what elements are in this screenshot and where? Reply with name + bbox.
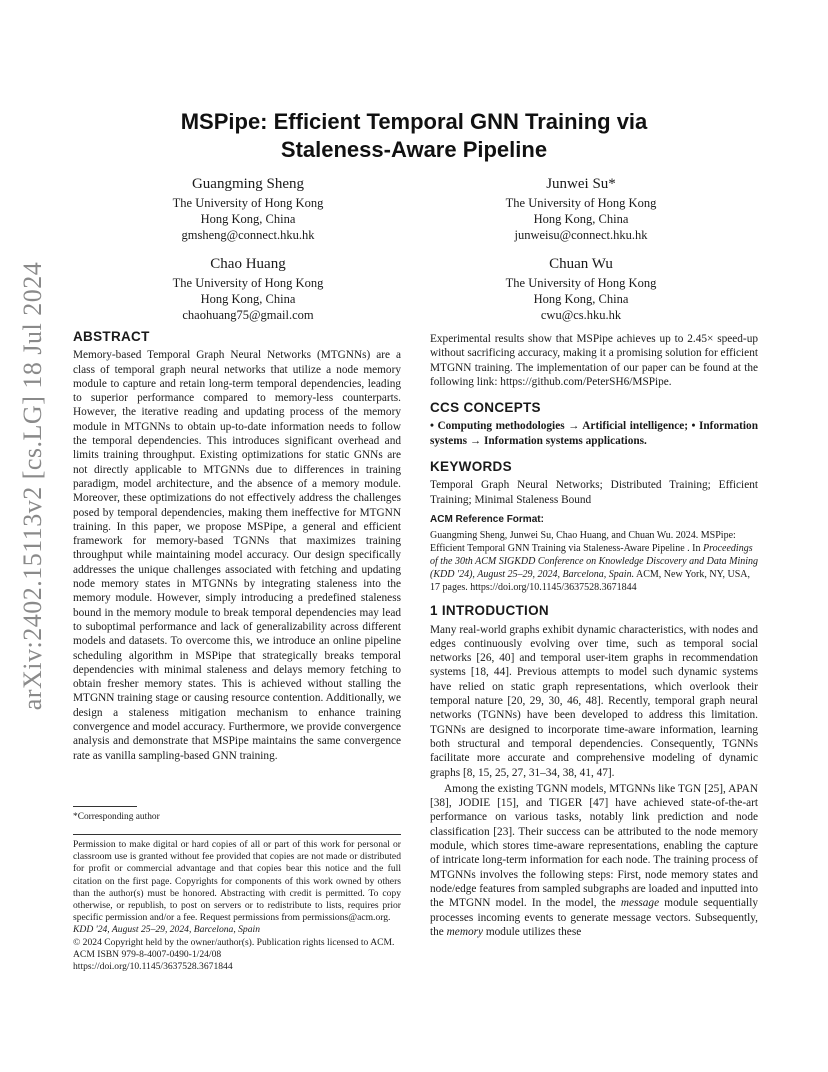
- paper-title: [60, 108, 768, 164]
- author-email: chaohuang75@gmail.com: [182, 308, 314, 322]
- author-email: junweisu@connect.hku.hk: [514, 228, 648, 242]
- introduction-paragraph-2: [430, 782, 758, 939]
- author-name: Junwei Su*: [546, 176, 616, 192]
- author-location: Hong Kong, China: [533, 212, 629, 226]
- arxiv-identifier: arXiv:2402.15113v2 [cs.LG] 18 Jul 2024: [18, 261, 47, 711]
- author-block-4: [461, 254, 701, 323]
- permission-text: Permission to make digital or hard copies of all or part of this work for personal or classroom use is granted without fee provided that copies are not made or distributed for profit or commercial advantage and that copies bear this notice and the full citation on the first page. Copyrights for components of this work owned by others than the author(s) must be honored. Abstracting with credit is permitted. To copy otherwise, or republish, to post on servers or to redistribute to lists, requires prior specific permission and/or a fee. Request permissions from permissions@acm.org.: [73, 839, 401, 924]
- keywords-text: Temporal Graph Neural Networks; Distributed Training; Efficient Training; Minimal Staleness Bound: [430, 479, 758, 506]
- author-block-3: [128, 254, 368, 323]
- author-name: Chuan Wu: [549, 256, 613, 272]
- reference-proceedings: Proceedings of the 30th ACM SIGKDD Conference on Knowledge Discovery and Data Mining (KDD '24), August 25–29, 2024, Barcelona, Spain.: [430, 543, 759, 581]
- reference-format-text: [430, 529, 758, 594]
- keywords-heading: KEYWORDS: [430, 459, 512, 475]
- author-name: Chao Huang: [210, 256, 286, 272]
- corresponding-author-footnote: *Corresponding author: [73, 812, 160, 822]
- intro-p2-message: message: [620, 897, 660, 910]
- author-affiliation: The University of Hong Kong: [172, 196, 324, 210]
- abstract-text: Memory-based Temporal Graph Neural Networks (MTGNNs) are a class of temporal graph neural networks that utilize a node memory module to capture and retain long-term temporal dependencies, leading to superior performance compared to memory-less counterparts. However, the iterative reading and updating process of the memory module in MTGNNs to obtain up-to-date information needs to follow the temporal dependencies. This introduces significant overhead and limits training throughput. Existing optimizations for static GNNs are not directly applicable to MTGNNs due to differences in training paradigm, model architecture, and the absence of a memory module. Moreover, these optimizations do not effectively address the challenges posed by temporal dependencies, making them ineffective for MTGNN training. In this paper, we propose MSPipe, a general and efficient framework for memory-based TGNNs that maximizes training throughput while maintaining model accuracy. Our design specifically addresses the unique challenges associated with fetching and updating node memory states in MTGNNs by integrating staleness into the memory module. However, simply introducing a predefined staleness bound in the memory module to break temporal dependencies may lead to suboptimal performance and lack of generalizability across different models and datasets. To overcome this, we introduce an online pipeline scheduling algorithm in MSPipe that strategically breaks temporal dependencies with minimal staleness and delays memory fetching to obtain fresher memory states. This is achieved without stalling the MTGNN training stage or causing resource contention. Additionally, we design a staleness mitigation mechanism to enhance training convergence and model accuracy. Furthermore, we provide convergence analysis and demonstrate that MSPipe maintains the same convergence rate as vanilla sampling-based GNN training.: [73, 349, 401, 762]
- right-column: [430, 332, 758, 939]
- permission-rule: [73, 834, 401, 835]
- author-name: Guangming Sheng: [191, 176, 305, 192]
- footnote-rule: [73, 806, 137, 807]
- reference-publisher: ACM, New York, NY, USA, 17 pages. https://doi.org/10.1145/3637528.3671844: [430, 569, 751, 594]
- ccs-heading: CCS CONCEPTS: [430, 400, 541, 416]
- doi-line: https://doi.org/10.1145/3637528.3671844: [73, 961, 233, 973]
- author-location: Hong Kong, China: [533, 292, 629, 306]
- author-affiliation: The University of Hong Kong: [505, 276, 657, 290]
- isbn-line: ACM ISBN 979-8-4007-0490-1/24/08: [73, 948, 222, 960]
- left-column: [73, 330, 401, 763]
- author-block-1: [128, 174, 368, 243]
- intro-p2-memory: memory: [446, 925, 484, 938]
- conference-line: KDD '24, August 25–29, 2024, Barcelona, Spain: [73, 924, 260, 936]
- abstract-heading: ABSTRACT: [73, 329, 150, 344]
- author-email: cwu@cs.hku.hk: [540, 308, 622, 322]
- introduction-paragraph-1: Many real-world graphs exhibit dynamic characteristics, with nodes and edges continuously evolving over time, such as temporal social networks [26, 40] and temporal user-item graphs in recommendation systems [18, 44]. Previous attempts to model such dynamic systems have relied on static graph representations, which overlook their temporal nature [20, 29, 30, 46, 48]. Recently, temporal graph neural networks (TGNNs) have been developed to address this limitation. TGNNs are designed to incorporate time-aware information, learning both structural and temporal dependencies. Consequently, TGNNs facilitate more accurate and comprehensive modeling of dynamic graphs [8, 15, 25, 27, 31–34, 38, 41, 47].: [430, 623, 758, 779]
- ccs-text: • Computing methodologies → Artificial intelligence; • Information systems → Information systems applications.: [430, 420, 758, 447]
- intro-p2-text: Among the existing TGNN models, MTGNNs like TGN [25], APAN [38], JODIE [15], and TIGER [47] have achieved state-of-the-art performance on various tasks, notably link prediction and node classification [23]. Their success can be attributed to the node memory module, which stores time-aware representations, enabling the capture of intricate long-term information for each node. The training process of MTGNNs involves the following steps: First, node memory states and node/edge features from sampled subgraphs are loaded and inputted into the MTGNN model. In the model, the: [430, 782, 758, 910]
- author-location: Hong Kong, China: [200, 212, 296, 226]
- arxiv-sidebar: [16, 261, 50, 711]
- permission-block: [73, 839, 401, 973]
- author-block-2: [461, 174, 701, 243]
- title-line-1: MSPipe: Efficient Temporal GNN Training via: [180, 109, 648, 134]
- author-affiliation: The University of Hong Kong: [505, 196, 657, 210]
- author-location: Hong Kong, China: [200, 292, 296, 306]
- author-affiliation: The University of Hong Kong: [172, 276, 324, 290]
- introduction-heading: 1 INTRODUCTION: [430, 603, 549, 619]
- intro-p2-text-b: module sequentially processes incoming events to generate message vectors. Subsequently, the: [430, 897, 758, 938]
- intro-p2-text-c: module utilizes these: [483, 925, 582, 938]
- abstract-continued: Experimental results show that MSPipe achieves up to 2.45× speed-up without sacrificing accuracy, making it a promising solution for efficient MTGNN training. The implementation of our paper can be found at the following link: https://github.com/PeterSH6/MSPipe.: [430, 333, 758, 388]
- reference-authors: Guangming Sheng, Junwei Su, Chao Huang, and Chuan Wu. 2024. MSPipe: Efficient Temporal GNN Training via Staleness-Aware Pipeline . In: [430, 530, 736, 555]
- title-line-2: Staleness-Aware Pipeline: [280, 137, 548, 162]
- author-email: gmsheng@connect.hku.hk: [181, 228, 315, 242]
- copyright-line: © 2024 Copyright held by the owner/author(s). Publication rights licensed to ACM.: [73, 936, 395, 948]
- reference-format-heading: ACM Reference Format:: [430, 513, 544, 525]
